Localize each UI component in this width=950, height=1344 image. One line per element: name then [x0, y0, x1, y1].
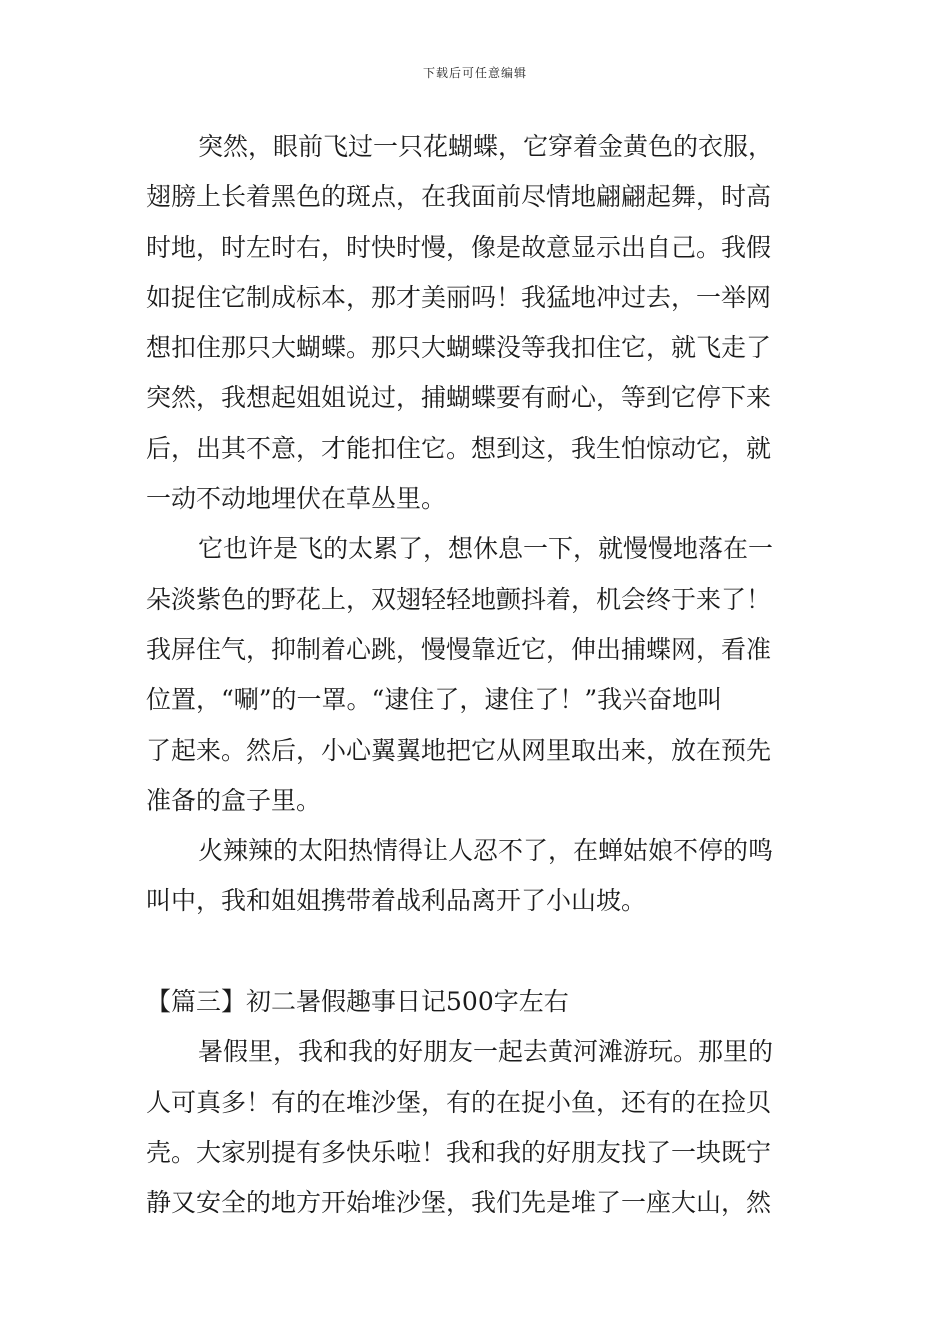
text-line: 准备的盒子里。 — [146, 785, 322, 815]
text-line: 一动不动地埋伏在草丛里。 — [146, 484, 447, 514]
text-line: 朵淡紫色的野花上，双翅轻轻地颤抖着，机会终于来了！ — [146, 584, 772, 614]
text-line: 火辣辣的太阳热情得让人忍不了，在蝉姑娘不停的鸣 — [198, 836, 774, 866]
text-line: 壳。大家别提有多快乐啦！我和我的好朋友找了一块既宁 — [146, 1137, 772, 1167]
text-line: 了起来。然后，小心翼翼地把它从网里取出来，放在预先 — [146, 735, 772, 765]
text-line: 突然，我想起姐姐说过，捕蝴蝶要有耐心，等到它停下来 — [146, 383, 772, 413]
text-line: 如捉住它制成标本，那才美丽吗！我猛地冲过去，一举网 — [146, 282, 772, 312]
paragraph — [146, 826, 810, 927]
text-line: 我屏住气，抑制着心跳，慢慢靠近它，伸出捕蝶网，看准 — [146, 634, 772, 664]
text-line: 突然，眼前飞过一只花蝴蝶，它穿着金黄色的衣服， — [198, 132, 774, 161]
text-line: 人可真多！有的在堆沙堡，有的在捉小鱼，还有的在捡贝 — [146, 1087, 772, 1117]
text-line: 暑假里，我和我的好朋友一起去黄河滩游玩。那里的 — [198, 1037, 774, 1067]
text-line: 翅膀上长着黑色的斑点，在我面前尽情地翩翩起舞，时高 — [146, 182, 772, 212]
paragraph-gap — [146, 927, 810, 977]
text-line: 时地，时左时右，时快时慢，像是故意显示出自己。我假 — [146, 232, 772, 262]
page-header: 下载后可任意编辑 — [422, 66, 527, 80]
text-line: 它也许是飞的太累了，想休息一下，就慢慢地落在一 — [198, 534, 774, 564]
paragraph — [146, 1027, 810, 1228]
document-body — [146, 122, 810, 1229]
text-line: 后，出其不意，才能扣住它。想到这，我生怕惊动它，就 — [146, 433, 772, 463]
text-line: 想扣住那只大蝴蝶。那只大蝴蝶没等我扣住它，就飞走了 — [146, 333, 772, 363]
paragraph — [146, 524, 810, 826]
text-line: 叫中，我和姐姐携带着战利品离开了小山坡。 — [146, 886, 647, 916]
section-heading: 【篇三】初二暑假趣事日记500字左右 — [146, 987, 569, 1017]
text-line: 静又安全的地方开始堆沙堡，我们先是堆了一座大山，然 — [146, 1188, 772, 1218]
text-line: 位置，“唰”的一罩。“逮住了，逮住了！”我兴奋地叫 — [146, 685, 723, 715]
paragraph — [146, 122, 810, 524]
